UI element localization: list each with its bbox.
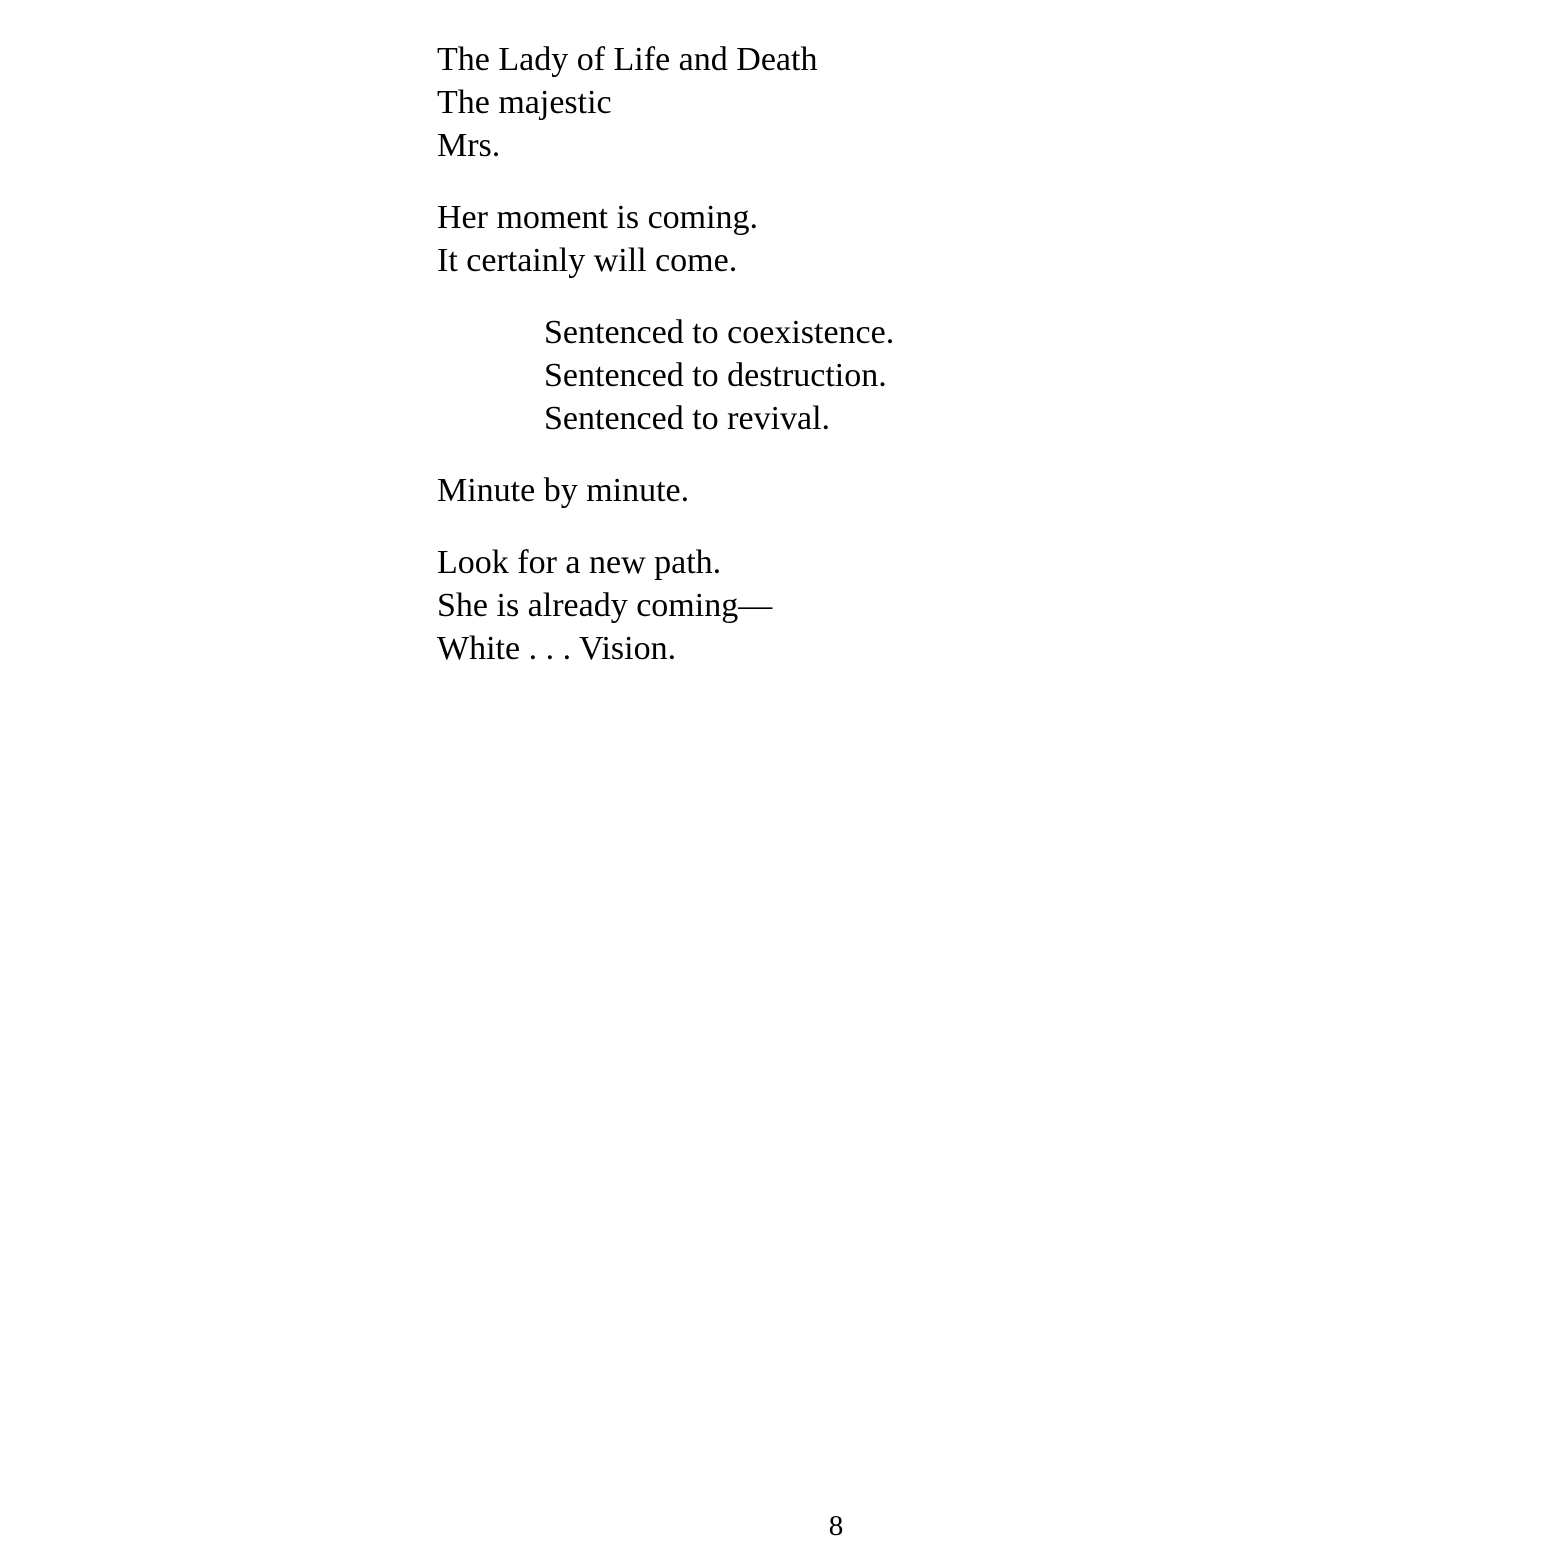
poem-line: Mrs. [437,127,501,164]
stanza-5 [437,541,1337,670]
poem-line: Look for a new path. [437,544,722,581]
stanza-2 [437,196,1337,282]
poem-body [437,38,1337,699]
poem-line: Her moment is coming. [437,199,759,236]
poem-line: Sentenced to coexistence. [544,314,895,351]
poem-line: White . . . Vision. [437,630,677,667]
poem-line: The Lady of Life and Death [437,41,818,78]
poem-line: It certainly will come. [437,242,738,279]
stanza-1 [437,38,1337,167]
poem-line: Minute by minute. [437,472,690,509]
stanza-4 [437,469,1337,512]
poem-line: Sentenced to revival. [544,400,831,437]
stanza-3-indented [437,311,1337,440]
poem-line: Sentenced to destruction. [544,357,887,394]
poem-line: The majestic [437,84,612,121]
page-number: 8 [828,1510,844,1542]
poem-line: She is already coming— [437,587,773,624]
